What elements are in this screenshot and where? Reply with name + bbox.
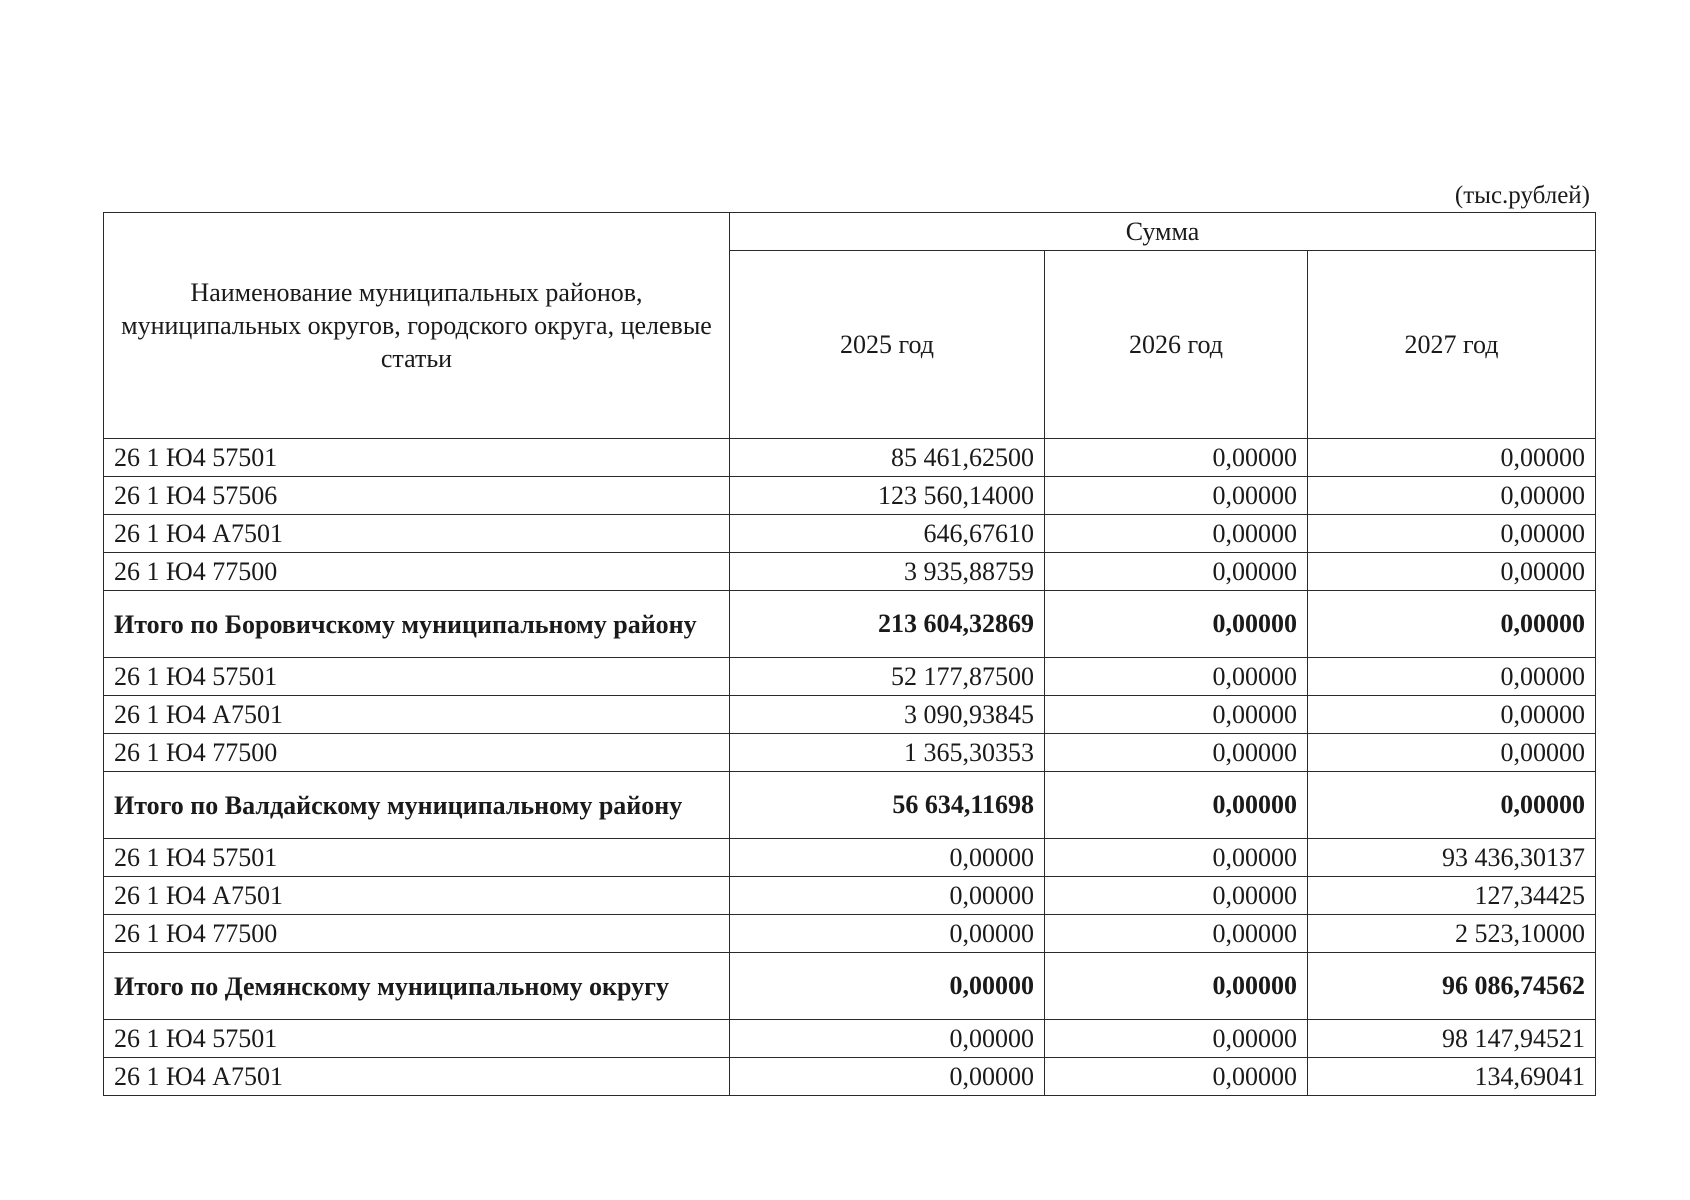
total-2025: 0,00000 [730, 953, 1045, 1020]
cell-2027: 98 147,94521 [1308, 1020, 1596, 1058]
cell-2026: 0,00000 [1045, 515, 1308, 553]
total-2026: 0,00000 [1045, 772, 1308, 839]
table-row [104, 915, 1596, 953]
cell-2025: 0,00000 [730, 1058, 1045, 1096]
name-column-header: Наименование муниципальных районов, муниципальных округов, городского округа, целевые статьи [104, 213, 730, 439]
row-label: 26 1 Ю4 77500 [104, 734, 730, 772]
row-label: 26 1 Ю4 57501 [104, 658, 730, 696]
table-row [104, 877, 1596, 915]
cell-2026: 0,00000 [1045, 734, 1308, 772]
cell-2025: 0,00000 [730, 1020, 1045, 1058]
row-label: 26 1 Ю4 57501 [104, 839, 730, 877]
total-row-valdai [104, 772, 1596, 839]
cell-2027: 0,00000 [1308, 696, 1596, 734]
cell-2025: 0,00000 [730, 915, 1045, 953]
row-label: 26 1 Ю4 A7501 [104, 1058, 730, 1096]
cell-2027: 0,00000 [1308, 734, 1596, 772]
cell-2025: 646,67610 [730, 515, 1045, 553]
total-2027: 0,00000 [1308, 591, 1596, 658]
row-label: 26 1 Ю4 77500 [104, 915, 730, 953]
year-2025-header: 2025 год [730, 251, 1045, 439]
units-note: (тыс.рублей) [1454, 182, 1590, 209]
table-body [104, 439, 1596, 1096]
cell-2027: 0,00000 [1308, 658, 1596, 696]
cell-2026: 0,00000 [1045, 439, 1308, 477]
cell-2027: 0,00000 [1308, 553, 1596, 591]
total-2025: 213 604,32869 [730, 591, 1045, 658]
table-row [104, 553, 1596, 591]
cell-2026: 0,00000 [1045, 839, 1308, 877]
cell-2025: 85 461,62500 [730, 439, 1045, 477]
year-2027-header: 2027 год [1308, 251, 1596, 439]
total-row-label: Итого по Демянскому муниципальному округу [104, 953, 730, 1020]
cell-2027: 93 436,30137 [1308, 839, 1596, 877]
cell-2026: 0,00000 [1045, 1058, 1308, 1096]
total-2026: 0,00000 [1045, 953, 1308, 1020]
cell-2027: 0,00000 [1308, 439, 1596, 477]
table-row [104, 1058, 1596, 1096]
table-row [104, 515, 1596, 553]
cell-2026: 0,00000 [1045, 1020, 1308, 1058]
sum-column-header: Сумма [730, 213, 1596, 251]
table-row [104, 439, 1596, 477]
row-label: 26 1 Ю4 57501 [104, 439, 730, 477]
total-row-demyansk [104, 953, 1596, 1020]
total-row-borovichi [104, 591, 1596, 658]
cell-2027: 2 523,10000 [1308, 915, 1596, 953]
row-label: 26 1 Ю4 57506 [104, 477, 730, 515]
row-label: 26 1 Ю4 A7501 [104, 515, 730, 553]
cell-2025: 0,00000 [730, 877, 1045, 915]
cell-2026: 0,00000 [1045, 696, 1308, 734]
total-2027: 96 086,74562 [1308, 953, 1596, 1020]
table-row [104, 734, 1596, 772]
cell-2026: 0,00000 [1045, 553, 1308, 591]
cell-2027: 127,34425 [1308, 877, 1596, 915]
total-row-label: Итого по Валдайскому муниципальному району [104, 772, 730, 839]
row-label: 26 1 Ю4 A7501 [104, 696, 730, 734]
row-label: 26 1 Ю4 77500 [104, 553, 730, 591]
budget-table [103, 212, 1596, 1096]
total-2026: 0,00000 [1045, 591, 1308, 658]
total-row-label: Итого по Боровичскому муниципальному району [104, 591, 730, 658]
table-row [104, 839, 1596, 877]
cell-2025: 3 090,93845 [730, 696, 1045, 734]
year-2026-header: 2026 год [1045, 251, 1308, 439]
cell-2025: 52 177,87500 [730, 658, 1045, 696]
cell-2026: 0,00000 [1045, 877, 1308, 915]
total-2027: 0,00000 [1308, 772, 1596, 839]
cell-2025: 1 365,30353 [730, 734, 1045, 772]
cell-2026: 0,00000 [1045, 658, 1308, 696]
cell-2025: 123 560,14000 [730, 477, 1045, 515]
cell-2027: 0,00000 [1308, 477, 1596, 515]
cell-2026: 0,00000 [1045, 477, 1308, 515]
cell-2025: 0,00000 [730, 839, 1045, 877]
cell-2027: 0,00000 [1308, 515, 1596, 553]
cell-2027: 134,69041 [1308, 1058, 1596, 1096]
table-row [104, 658, 1596, 696]
total-2025: 56 634,11698 [730, 772, 1045, 839]
table-row [104, 696, 1596, 734]
cell-2025: 3 935,88759 [730, 553, 1045, 591]
table-row [104, 477, 1596, 515]
row-label: 26 1 Ю4 57501 [104, 1020, 730, 1058]
table-row [104, 1020, 1596, 1058]
table-header [104, 213, 1596, 439]
cell-2026: 0,00000 [1045, 915, 1308, 953]
row-label: 26 1 Ю4 A7501 [104, 877, 730, 915]
